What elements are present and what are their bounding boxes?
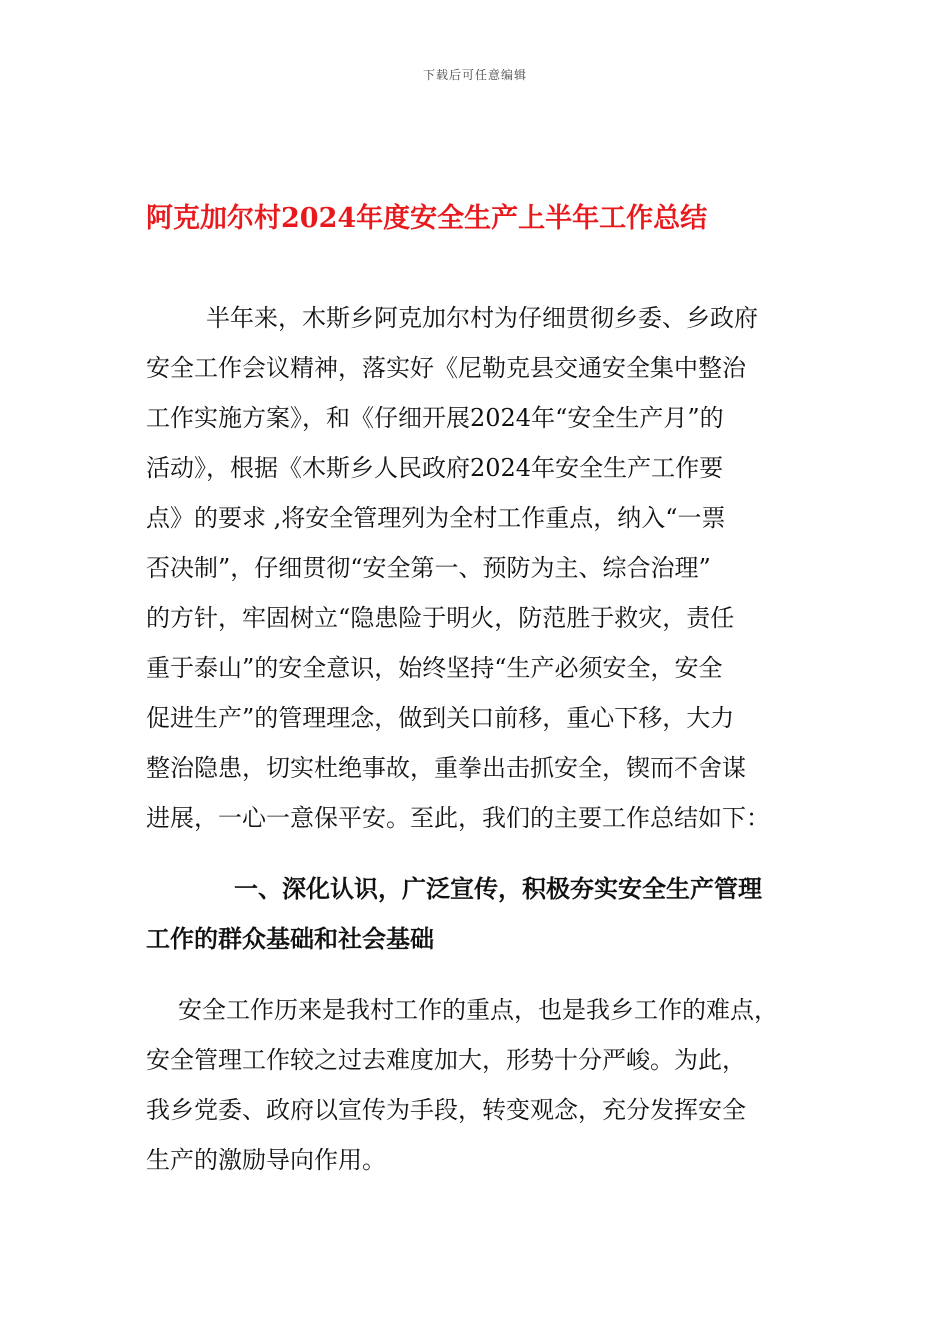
header-note: 下载后可任意编辑 [422,68,527,82]
heading-line: 一、深化认识，广泛宣传，积极夯实安全生产管理 [234,874,762,903]
paragraph-line: 重于泰山”的安全意识，始终坚持“生产必须安全，安全 [146,654,723,682]
paragraph-line: 半年来，木斯乡阿克加尔村为仔细贯彻乡委、乡政府 [206,304,758,332]
paragraph-line: 促进生产”的管理理念，做到关口前移，重心下移，大力 [146,704,735,732]
document-title: 阿克加尔村2024年度安全生产上半年工作总结 [146,203,708,234]
paragraph-line: 我乡党委、政府以宣传为手段，转变观念，充分发挥安全 [146,1096,746,1124]
paragraph-line: 工作实施方案》，和《仔细开展2024年“安全生产月”的 [146,404,724,432]
heading-line: 工作的群众基础和社会基础 [146,924,434,953]
paragraph-line: 活动》，根据《木斯乡人民政府2024年安全生产工作要 [146,454,724,482]
intro-paragraph [146,293,826,843]
paragraph-line: 的方针，牢固树立“隐患险于明火，防范胜于救灾，责任 [146,604,735,632]
paragraph-line: 进展，一心一意保平安。至此，我们的主要工作总结如下： [146,804,770,832]
paragraph-line: 安全管理工作较之过去难度加大，形势十分严峻。为此， [146,1046,746,1074]
section-heading-1 [146,864,826,964]
section-1-paragraph [146,985,826,1185]
paragraph-line: 整治隐患，切实杜绝事故，重拳出击抓安全，锲而不舍谋 [146,754,746,782]
paragraph-line: 安全工作会议精神，落实好《尼勒克县交通安全集中整治 [146,354,746,382]
paragraph-line: 否决制”，仔细贯彻“安全第一、预防为主、综合治理” [146,554,711,582]
paragraph-line: 点》的要求 ,将安全管理列为全村工作重点，纳入“一票 [146,504,726,532]
paragraph-line: 安全工作历来是我村工作的重点，也是我乡工作的难点， [178,996,778,1024]
paragraph-line: 生产的激励导向作用。 [146,1146,386,1174]
